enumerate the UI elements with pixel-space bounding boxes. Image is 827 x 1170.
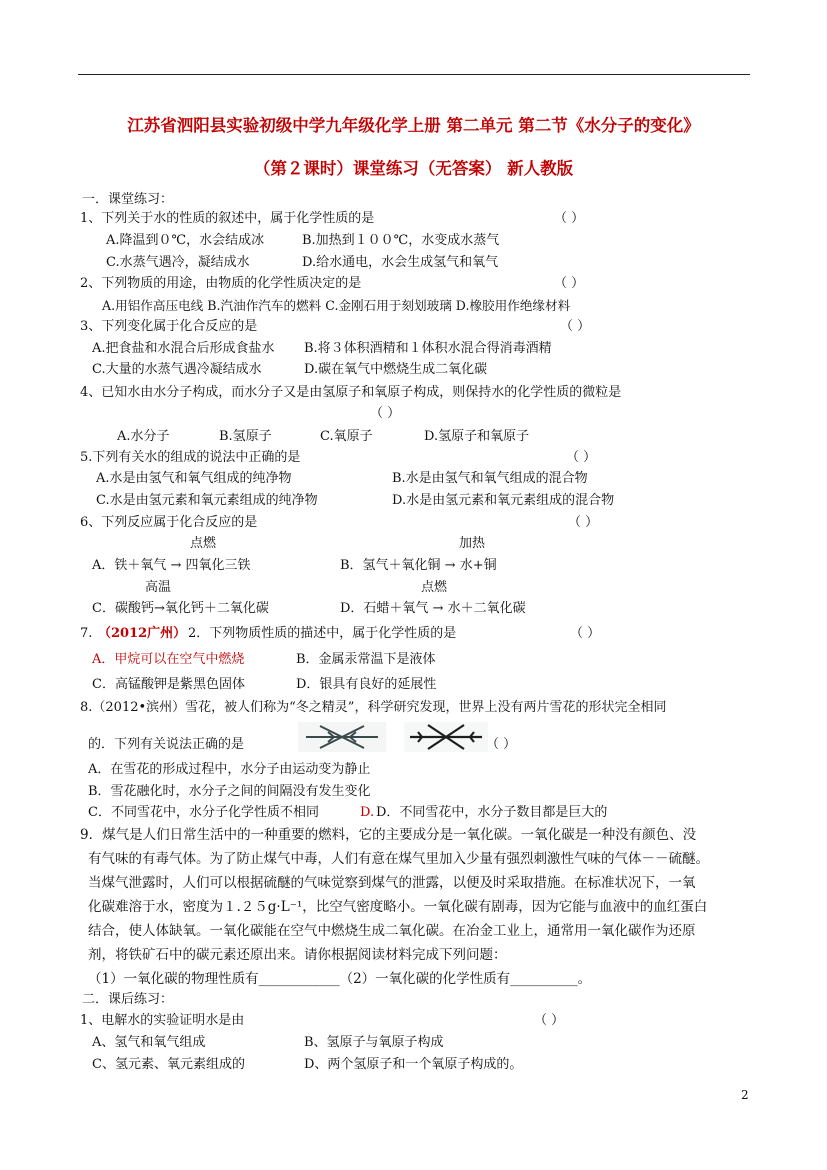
q6-condition-b: 加热 bbox=[459, 536, 486, 551]
q4-option-c: C.氧原子 bbox=[320, 429, 373, 444]
q1-stem: 1、下列关于水的性质的叙述中，属于化学性质的是 bbox=[80, 211, 375, 226]
q5-stem: 5.下列有关水的组成的说法中正确的是 bbox=[80, 450, 301, 465]
q6-option-b: B．氢气＋氧化铜 → 水+铜 bbox=[340, 558, 497, 573]
q9-line1: 9．煤气是人们日常生活中的一种重要的燃料，它的主要成分是一氧化碳。一氧化碳是一种没有颜色、没 bbox=[80, 827, 697, 843]
q9-line4: 化碳难溶于水，密度为１.２５g·L⁻¹，比空气密度略小。一氧化碳有剧毒，因为它能与血液中的血红蛋白 bbox=[88, 899, 708, 915]
q7-stem: 2．下列物质性质的描述中，属于化学性质的是 bbox=[188, 626, 457, 641]
q3-option-b: B.将３体积酒精和１体积水混合得消毒酒精 bbox=[304, 341, 552, 356]
q1-paren: （ ） bbox=[554, 211, 585, 226]
q4-paren: （ ） bbox=[370, 406, 401, 421]
q9-line5: 结合，使人体缺氧。一氧化碳能在空气中燃烧生成二氧化碳。在冶金工业上，通常用一氧化碳作为还原 bbox=[88, 923, 696, 939]
q6-option-a: A．铁＋氧气 → 四氧化三铁 bbox=[92, 558, 251, 573]
section1-heading: 一．课堂练习： bbox=[82, 192, 174, 207]
snowflake-image-1 bbox=[298, 722, 386, 752]
q5-paren: （ ） bbox=[566, 450, 597, 465]
q6-condition-c: 高温 bbox=[145, 580, 172, 595]
q5-option-d: D.水是由氢元素和氧元素组成的混合物 bbox=[392, 493, 615, 508]
q9-line7: （1）一氧化碳的物理性质有____________（2）一氧化碳的化学性质有__________。 bbox=[88, 971, 592, 987]
q2-paren: （ ） bbox=[554, 276, 585, 291]
q6-option-c: C．碳酸钙→氧化钙＋二氧化碳 bbox=[92, 601, 269, 616]
q7-option-d: D．银具有良好的延展性 bbox=[296, 677, 437, 692]
q8-option-d-letter: D. bbox=[360, 805, 375, 820]
q9-line3: 当煤气泄露时，人们可以根据硫醚的气味觉察到煤气的泄露，以便及时采取措施。在标准状况下，一氧 bbox=[88, 875, 696, 891]
q1-option-b: B.加热到１００℃，水变成水蒸气 bbox=[302, 233, 500, 248]
doc-title-line1: 江苏省泗阳县实验初级中学九年级化学上册 第二单元 第二节《水分子的变化》 bbox=[127, 116, 700, 135]
q4-option-b: B.氢原子 bbox=[219, 429, 272, 444]
q3-stem: 3、下列变化属于化合反应的是 bbox=[80, 319, 258, 334]
q5-option-b: B.水是由氢气和氧气组成的混合物 bbox=[392, 471, 588, 486]
q9-line6: 剂，将铁矿石中的碳元素还原出来。请你根据阅读材料完成下列问题： bbox=[88, 947, 507, 963]
q6-stem: 6、下列反应属于化合反应的是 bbox=[80, 515, 258, 530]
q8-option-d: D．不同雪花中，水分子数目都是巨大的 bbox=[376, 805, 608, 820]
q3-option-c: C.大量的水蒸气遇冷凝结成水 bbox=[92, 362, 262, 377]
section2-heading: 二．课后练习： bbox=[82, 992, 174, 1007]
q10-stem: 1、电解水的实验证明水是由 bbox=[80, 1013, 245, 1028]
q7-source: （2012广州） bbox=[98, 626, 187, 641]
q2-options: A.用铝作高压电线 B.汽油作汽车的燃料 C.金刚石用于刻划玻璃 D.橡胶用作绝缘材料 bbox=[102, 298, 571, 313]
q7-option-c: C．高锰酸钾是紫黑色固体 bbox=[92, 677, 245, 692]
q6-condition-d: 点燃 bbox=[421, 580, 448, 595]
q9-line2: 有气味的有毒气体。为了防止煤气中毒，人们有意在煤气里加入少量有强烈刺激性气味的气体－－硫醚。 bbox=[88, 851, 709, 867]
q8-option-a: A．在雪花的形成过程中，水分子由运动变为静止 bbox=[88, 762, 371, 777]
q3-option-a: A.把食盐和水混合后形成食盐水 bbox=[92, 341, 275, 356]
q1-option-a: A.降温到０℃，水会结成冰 bbox=[106, 233, 265, 248]
q3-option-d: D.碳在氧气中燃烧生成二氧化碳 bbox=[304, 362, 488, 377]
q7-option-a: A．甲烷可以在空气中燃烧 bbox=[92, 652, 245, 667]
q10-paren: （ ） bbox=[534, 1013, 565, 1028]
q8-stem-cont: 的．下列有关说法正确的是 bbox=[88, 737, 245, 752]
q4-option-d: D.氢原子和氧原子 bbox=[424, 429, 530, 444]
q4-stem: 4、已知水由水分子构成，而水分子又是由氢原子和氧原子构成，则保持水的化学性质的微粒是 bbox=[80, 385, 622, 400]
q6-option-d: D．石蜡＋氧气 → 水＋二氧化碳 bbox=[340, 601, 526, 616]
q10-option-b: B、氢原子与氧原子构成 bbox=[304, 1035, 444, 1050]
q7-number: 7. bbox=[80, 626, 93, 641]
q1-option-d: D.给水通电，水会生成氢气和氧气 bbox=[302, 255, 499, 270]
header-rule bbox=[78, 74, 750, 75]
q8-option-c: C．不同雪花中，水分子化学性质不相同 bbox=[88, 805, 319, 820]
q1-option-c: C.水蒸气遇冷，凝结成水 bbox=[106, 255, 250, 270]
q4-option-a: A.水分子 bbox=[117, 429, 170, 444]
q7-paren: （ ） bbox=[570, 626, 601, 641]
q10-option-d: D、两个氢原子和一个氧原子构成的。 bbox=[304, 1057, 523, 1072]
q6-condition-a: 点燃 bbox=[190, 536, 217, 551]
doc-title-line2: （第２课时）课堂练习（无答案） 新人教版 bbox=[253, 159, 574, 178]
q3-paren: （ ） bbox=[560, 319, 591, 334]
q10-option-c: C、氢元素、氧元素组成的 bbox=[92, 1057, 245, 1072]
snowflake-image-2 bbox=[404, 722, 488, 752]
q5-option-a: A.水是由氢气和氧气组成的纯净物 bbox=[96, 471, 292, 486]
q8-option-b: B．雪花融化时，水分子之间的间隔没有发生变化 bbox=[88, 784, 371, 799]
q5-option-c: C.水是由氢元素和氧元素组成的纯净物 bbox=[96, 493, 318, 508]
page-number: 2 bbox=[741, 1088, 749, 1102]
q2-stem: 2、下列物质的用途，由物质的化学性质决定的是 bbox=[80, 276, 362, 291]
q7-option-b: B．金属汞常温下是液体 bbox=[296, 652, 436, 667]
q6-paren: （ ） bbox=[568, 515, 599, 530]
q8-stem: 8.（2012•滨州）雪花，被人们称为“冬之精灵”，科学研究发现，世界上没有两片雪花的形状完全相同 bbox=[80, 700, 667, 715]
q10-option-a: A、氢气和氧气组成 bbox=[92, 1035, 206, 1050]
q8-paren: （ ） bbox=[486, 737, 517, 752]
